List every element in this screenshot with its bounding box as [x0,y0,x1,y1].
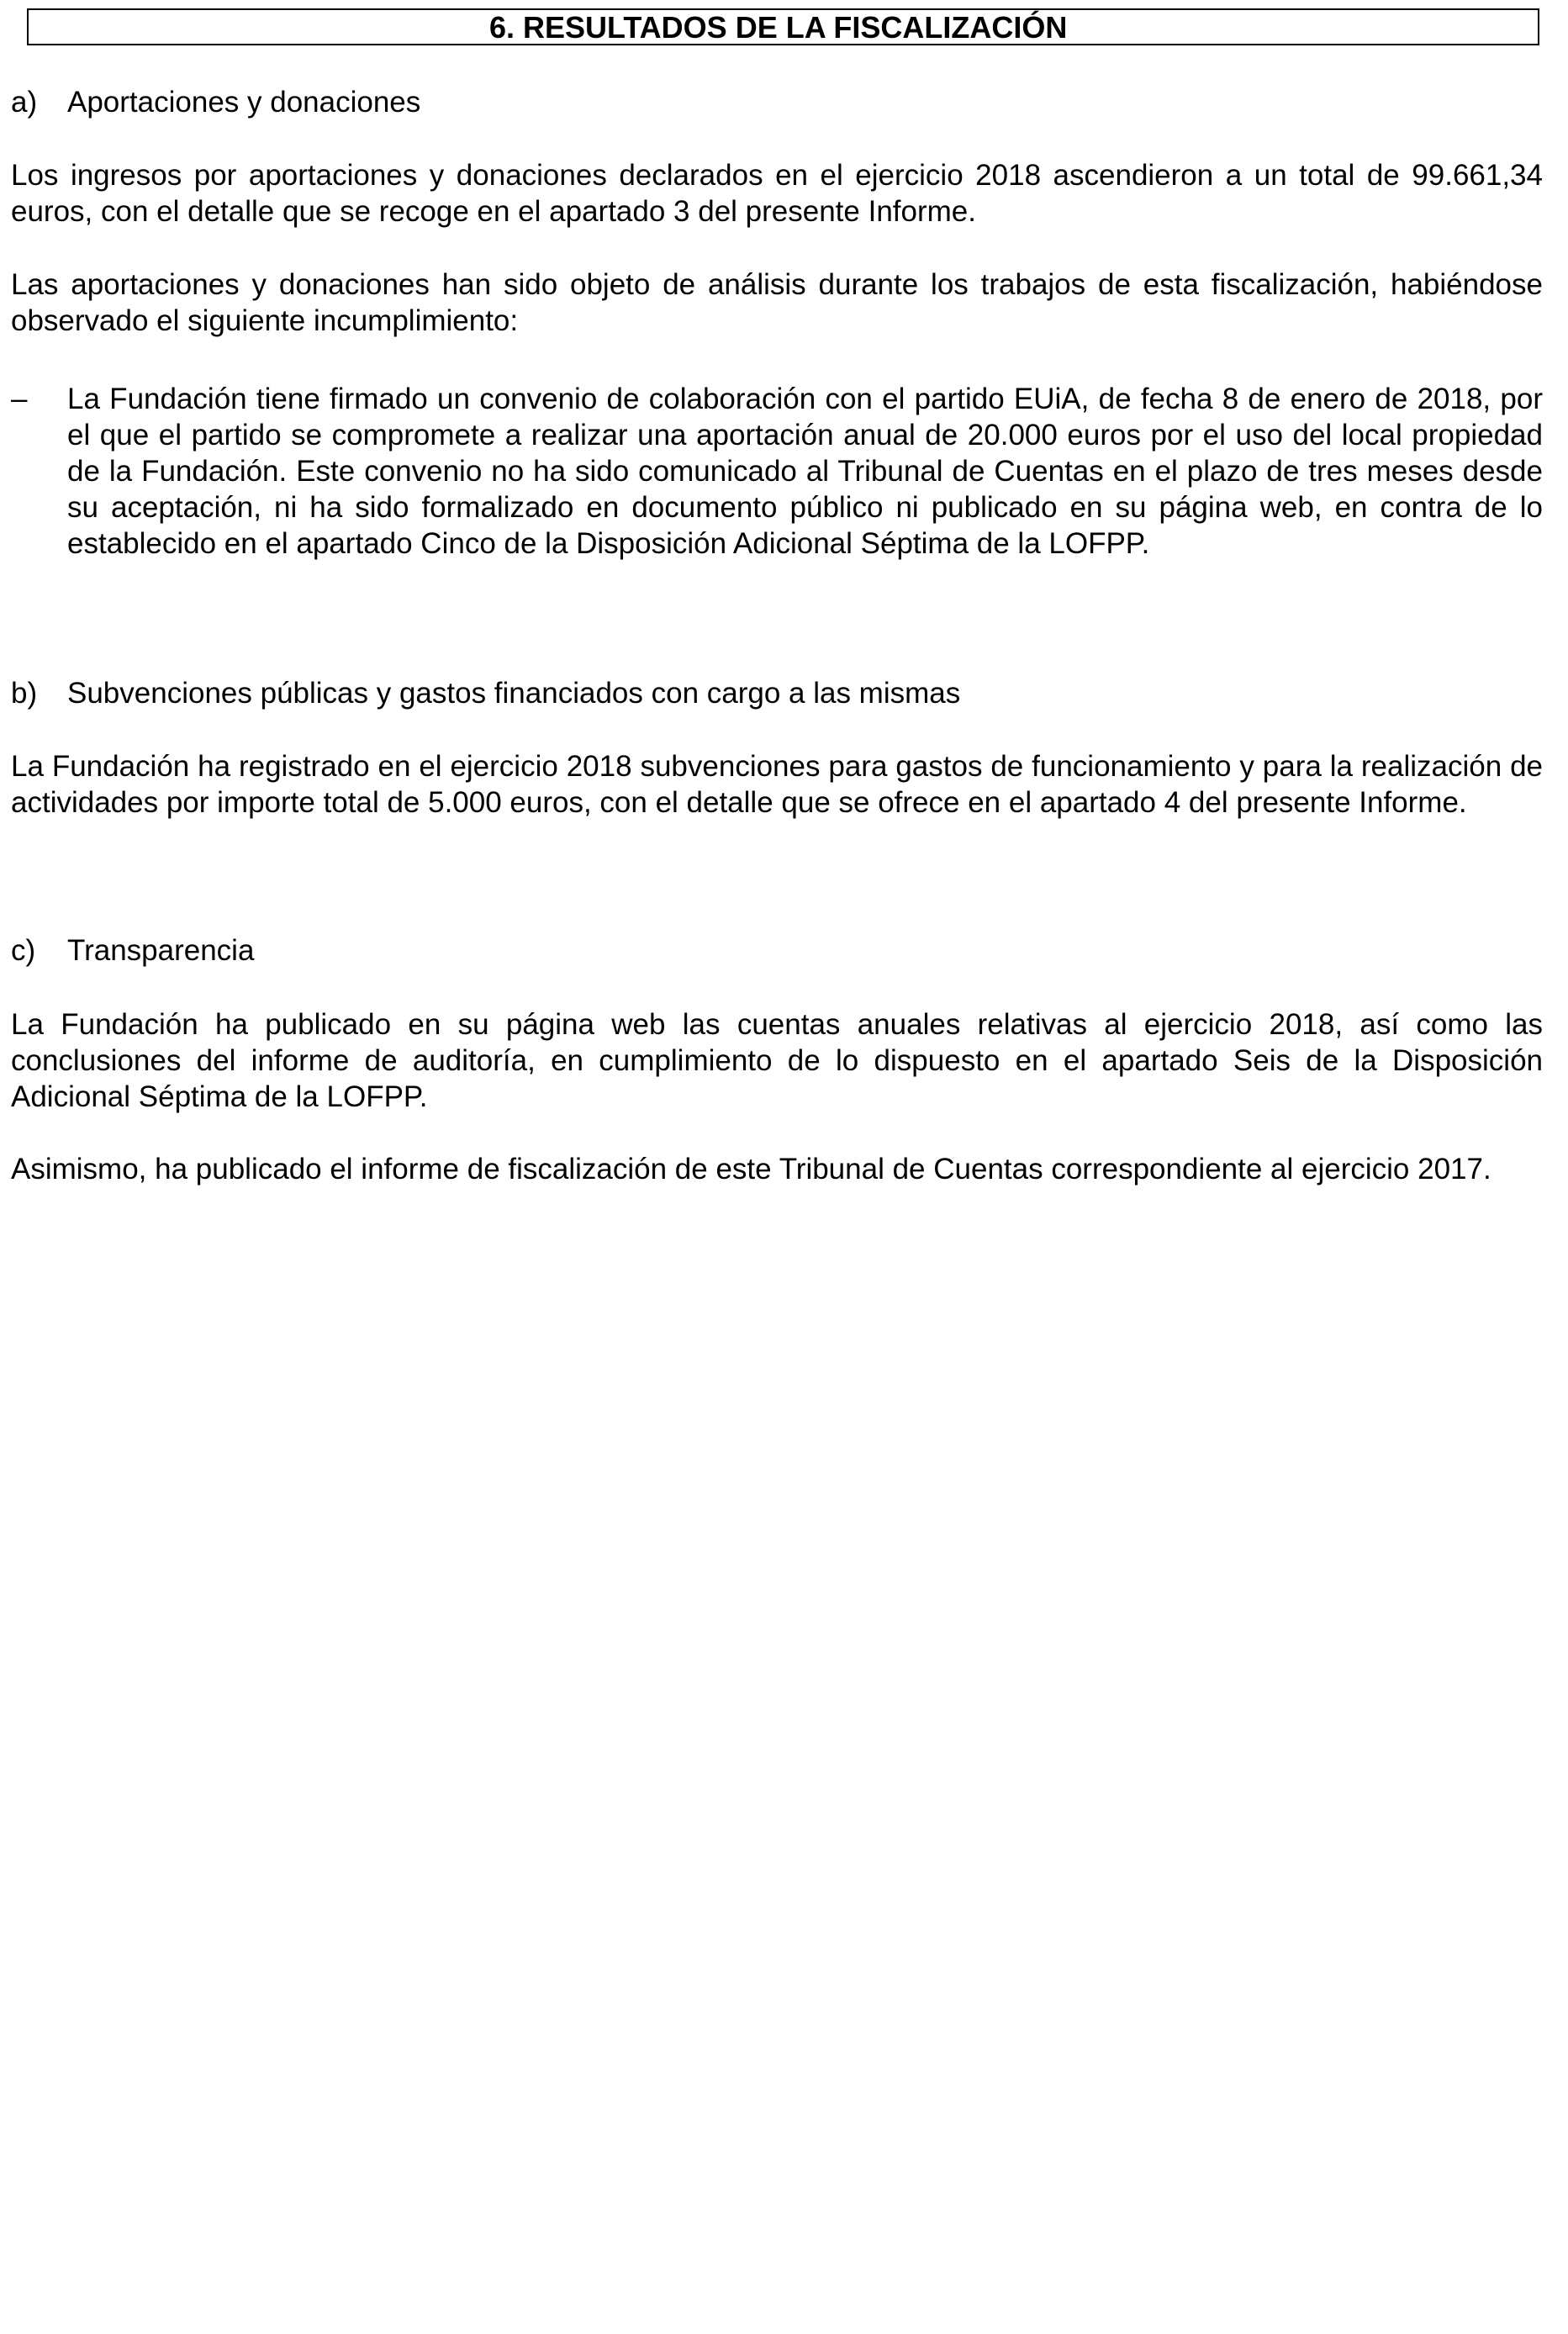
heading-c-letter: c) [11,934,36,967]
heading-b [11,675,960,712]
heading-b-letter: b) [11,677,38,710]
heading-b-text: Subvenciones públicas y gastos financiados con cargo a las mismas [67,677,961,710]
paragraph-a-1: Los ingresos por aportaciones y donaciones declarados en el ejercicio 2018 ascendieron a un total de 99.661,34 euros, con el detalle que se recoge en el apartado 3 del presente Informe. [11,159,1543,228]
heading-a-text: Aportaciones y donaciones [67,86,421,119]
heading-a [11,84,420,121]
heading-c [11,932,254,969]
paragraph-c-1: La Fundación ha publicado en su página web las cuentas anuales relativas al ejercicio 2018, así como las conclusiones del informe de auditoría, en cumplimiento de lo dispuesto en el apartado Seis de la Disposición Adicional Séptima de la LOFPP. [11,1008,1543,1113]
heading-a-letter: a) [11,86,38,119]
section-title: 6. RESULTADOS DE LA FISCALIZACIÓN [489,10,1068,45]
bullet-text: La Fundación tiene firmado un convenio de colaboración con el partido EUiA, de fecha 8 de enero de 2018, por el que el partido se compromete a realizar una aportación anual de 20.000 euros por el uso del local propiedad de la Fundación. Este convenio no ha sido comunicado al Tribunal de Cuentas en el plazo de tres meses desde su aceptación, ni ha sido formalizado en documento público ni publicado en su página web, en contra de lo establecido en el apartado Cinco de la Disposición Adicional Séptima de la LOFPP. [67,383,1543,560]
paragraph-b-1: La Fundación ha registrado en el ejercicio 2018 subvenciones para gastos de funcionamiento y para la realización de actividades por importe total de 5.000 euros, con el detalle que se ofrece en el apartado 4 del presente Informe. [11,750,1543,819]
paragraph-a-2: Las aportaciones y donaciones han sido objeto de análisis durante los trabajos de esta fiscalización, habiéndose observado el siguiente incumplimiento: [11,268,1543,337]
dash-bullet-icon: – [11,383,28,415]
paragraph-c-2: Asimismo, ha publicado el informe de fiscalización de este Tribunal de Cuentas correspondiente al ejercicio 2017. [11,1153,1491,1185]
heading-c-text: Transparencia [67,934,255,967]
section-title-box [27,8,1539,45]
